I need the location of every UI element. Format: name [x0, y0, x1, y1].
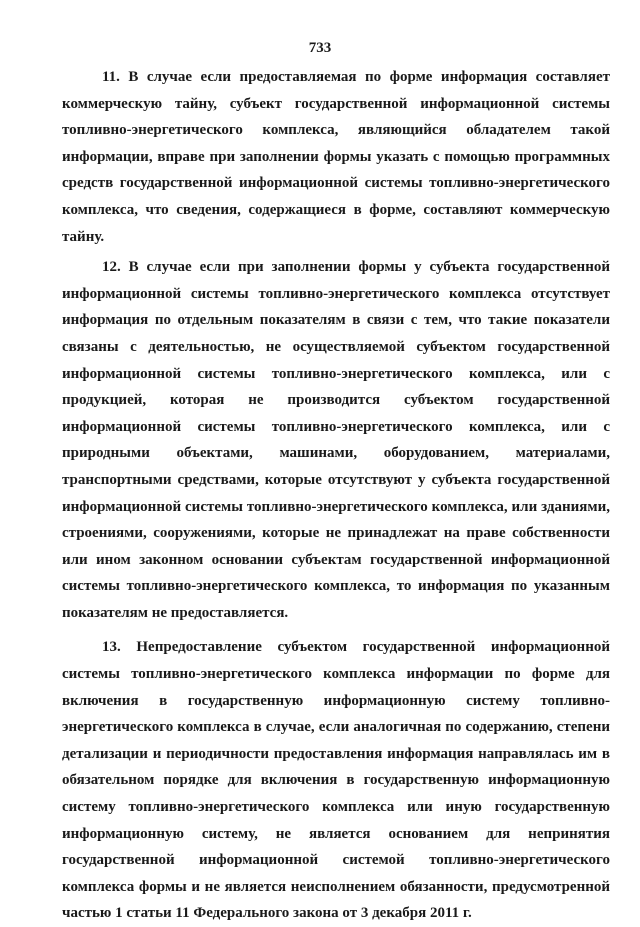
paragraph-11: 11. В случае если предоставляемая по форме информация составляет коммерческую тайну, субъект государственной информационной системы топливно-энергетического комплекса, являющийся обладателем такой информации, вправе при заполнении формы указать с помощью программных средств государственной информационной системы топливно-энергетического комплекса, что сведения, содержащиеся в форме, составляют коммерческую тайну. — [62, 69, 610, 245]
paragraph-12: 12. В случае если при заполнении формы у субъекта государственной информационной системы топливно-энергетического комплекса отсутствует информация по отдельным показателям в связи с тем, что такие показатели связаны с деятельностью, не осуществляемой субъектом государственной информационной системы топливно-энергетического комплекса, или с продукцией, которая не производится субъектом государственной информационной системы топливно-энергетического комплекса, или с природными объектами, машинами, оборудованием, материалами, транспортными средствами, которые отсутствуют у субъекта государственной информационной системы топливно-энергетического комплекса, или зданиями, строениями, сооружениями, которые не принадлежат на праве собственности или ином законном основании субъектам государственной информационной системы топливно-энергетического комплекса, то информация по указанным показателям не предоставляется. — [62, 259, 610, 621]
page-number: 733 — [308, 40, 332, 56]
document-body — [62, 64, 610, 927]
paragraph-13: 13. Непредоставление субъектом государственной информационной системы топливно-энергетического комплекса информации по форме для включения в государственную информационную систему топливно-энергетического комплекса в случае, если аналогичная по содержанию, степени детализации и периодичности предоставления информация направлялась им в обязательном порядке для включения в государственную информационную систему топливно-энергетического комплекса или иную государственную информационную систему, не является основанием для непринятия государственной информационной системой топливно-энергетического комплекса формы и не является неисполнением обязанности, предусмотренной частью 1 статьи 11 Федерального закона от 3 декабря 2011 г. — [62, 639, 610, 922]
